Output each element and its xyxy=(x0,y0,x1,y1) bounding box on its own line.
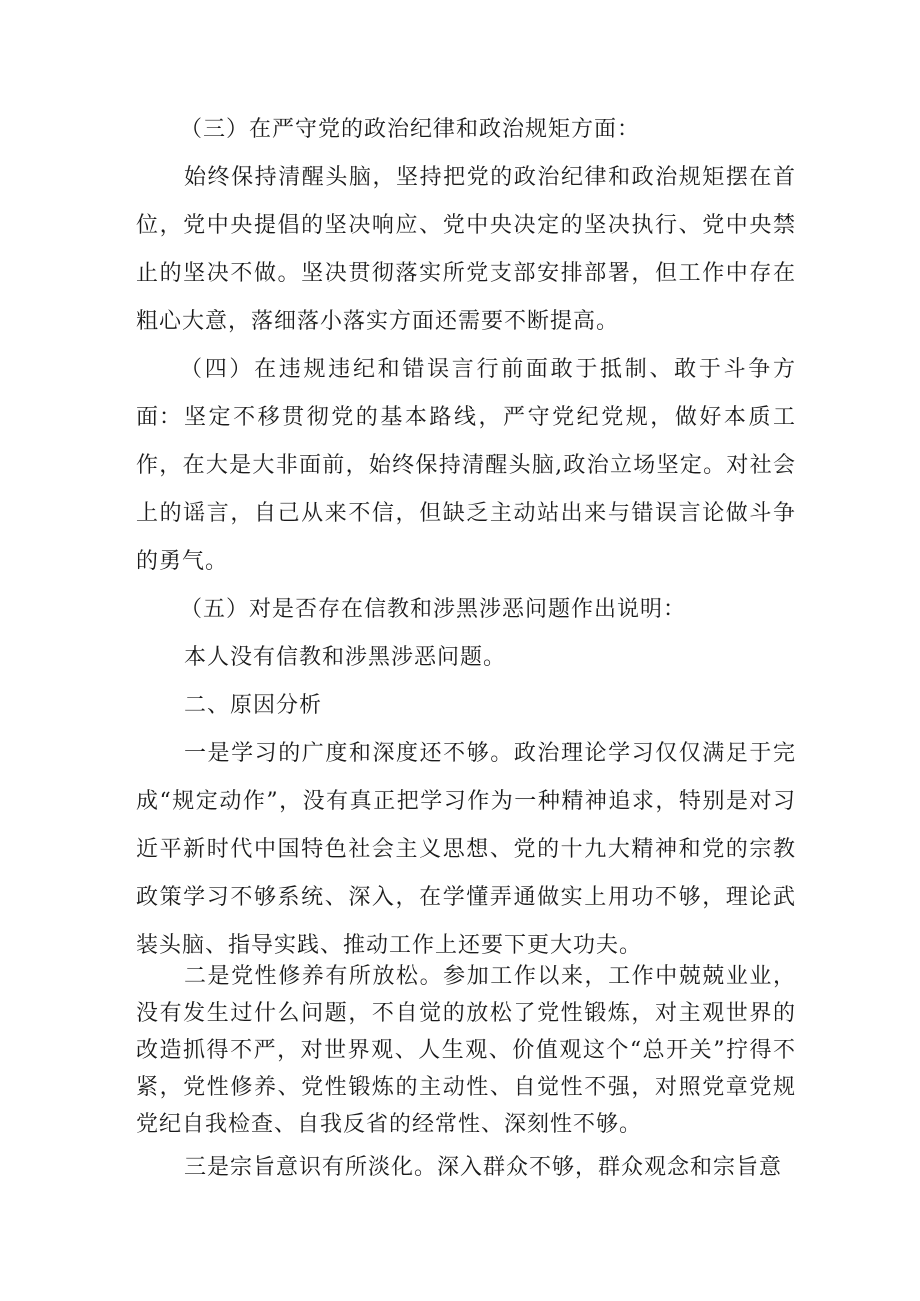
section-heading-3: （三）在严守党的政治纪律和政治规矩方面： xyxy=(180,117,641,142)
body-paragraph-study: 一是学习的广度和深度还不够。政治理论学习仅仅满足于完成“规定动作”，没有真正把学习作为一种精神追求，特别是对习近平新时代中国特色社会主义思想、党的十九大精神和党的宗教政策学习不够系统、深入，在学懂弄通做实上用功不够，理论武装头脑、指导实践、推动工作上还要下更大功夫。 xyxy=(136,741,796,958)
body-paragraph-political-discipline: 始终保持清醒头脑，坚持把党的政治纪律和政治规矩摆在首位，党中央提倡的坚决响应、党中央决定的坚决执行、党中央禁止的坚决不做。坚决贯彻落实所党支部安排部署，但工作中存在粗心大意，落细落小落实方面还需要不断提高。 xyxy=(136,165,796,334)
body-paragraph-statement: 本人没有信教和涉黑涉恶问题。 xyxy=(184,645,507,670)
body-paragraph-party-spirit: 二是党性修养有所放松。参加工作以来，工作中兢兢业业，没有发生过什么问题，不自觉的放松了党性锻炼，对主观世界的改造抓得不严，对世界观、人生观、价值观这个“总开关”拧得不紧，党性修养、党性锻炼的主动性、自觉性不强，对照党章党规党纪自我检查、自我反省的经常性、深刻性不够。 xyxy=(136,964,796,1137)
section-heading-4: （四）在违规违纪和错误言行前面敢于抵制、敢于斗争方面： xyxy=(136,357,796,430)
body-paragraph-purpose: 三是宗旨意识有所淡化。深入群众不够，群众观念和宗旨意 xyxy=(184,1155,783,1180)
body-paragraph-resist-errors: 坚定不移贯彻党的基本路线，严守党纪党规，做好本质工作，在大是大非面前，始终保持清醒头脑,政治立场坚定。对社会上的谣言，自己从来不信，但缺乏主动站出来与错误言论做斗争的勇气。 xyxy=(136,405,796,574)
section-heading-cause-analysis: 二、原因分析 xyxy=(184,693,323,718)
section-heading-5: （五）对是否存在信教和涉黑涉恶问题作出说明： xyxy=(180,597,687,622)
